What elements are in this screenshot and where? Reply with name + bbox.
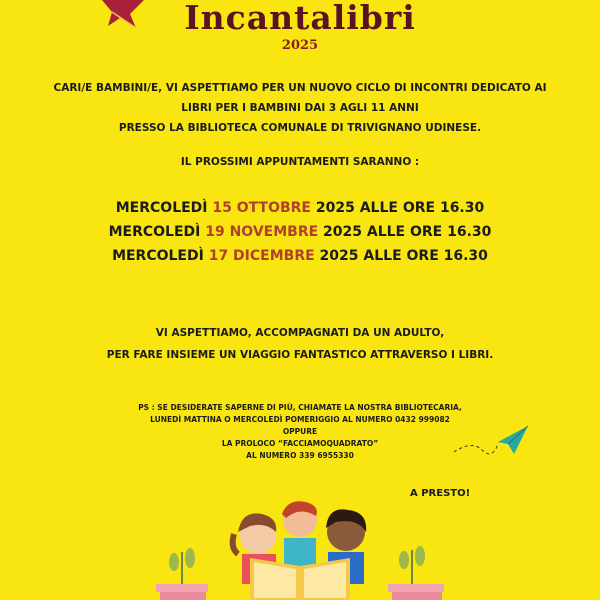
appointment-date: 15 OTTOBRE bbox=[212, 200, 311, 216]
ps-line: LA PROLOCO “FACCIAMOQUADRATO” bbox=[221, 439, 379, 448]
event-year: 2025 bbox=[281, 38, 319, 53]
appointments-list bbox=[0, 196, 600, 268]
appointment-time: 2025 ALLE ORE 16.30 bbox=[318, 224, 492, 240]
appointment-day: MERCOLEDÌ bbox=[112, 248, 209, 264]
appointments-heading: IL PROSSIMI APPUNTAMENTI SARANNO : bbox=[180, 156, 420, 168]
children-reading-book-illustration bbox=[150, 492, 450, 600]
appointment-item bbox=[0, 220, 600, 244]
closing-text: A PRESTO! bbox=[410, 488, 471, 499]
intro-text bbox=[0, 78, 600, 138]
appointment-day: MERCOLEDÌ bbox=[115, 200, 213, 216]
appointment-item bbox=[0, 196, 600, 220]
outro-line: VI ASPETTIAMO, ACCOMPAGNATI DA UN ADULTO, bbox=[155, 327, 445, 339]
appointment-date: 17 DICEMBRE bbox=[208, 248, 315, 264]
intro-line: PRESSO LA BIBLIOTECA COMUNALE DI TRIVIGNANO UDINESE. bbox=[118, 122, 482, 134]
ps-line: LUNEDÌ MATTINA O MERCOLEDÌ POMERIGGIO AL NUMERO 0432 999082 bbox=[150, 415, 450, 424]
ps-line: PS : SE DESIDERATE SAPERNE DI PIÙ, CHIAMATE LA NOSTRA BIBLIOTECARIA, bbox=[138, 403, 462, 412]
ps-line: AL NUMERO 339 6955330 bbox=[246, 451, 354, 460]
ps-line: OPPURE bbox=[282, 427, 318, 436]
outro-line: PER FARE INSIEME UN VIAGGIO FANTASTICO ATTRAVERSO I LIBRI. bbox=[106, 349, 494, 361]
paper-plane-icon bbox=[452, 420, 532, 460]
page-title: Incantalibri bbox=[184, 0, 416, 37]
appointment-date: 19 NOVEMBRE bbox=[205, 224, 319, 240]
appointment-day: MERCOLEDÌ bbox=[108, 224, 206, 240]
appointment-time: 2025 ALLE ORE 16.30 bbox=[311, 200, 485, 216]
outro-text bbox=[0, 322, 600, 366]
intro-line: LIBRI PER I BAMBINI DAI 3 AGLI 11 ANNI bbox=[181, 102, 419, 114]
appointment-item bbox=[0, 244, 600, 268]
appointment-time: 2025 ALLE ORE 16.30 bbox=[314, 248, 488, 264]
intro-line: CARI/E BAMBINI/E, VI ASPETTIAMO PER UN NUOVO CICLO DI INCONTRI DEDICATO AI bbox=[53, 82, 547, 94]
